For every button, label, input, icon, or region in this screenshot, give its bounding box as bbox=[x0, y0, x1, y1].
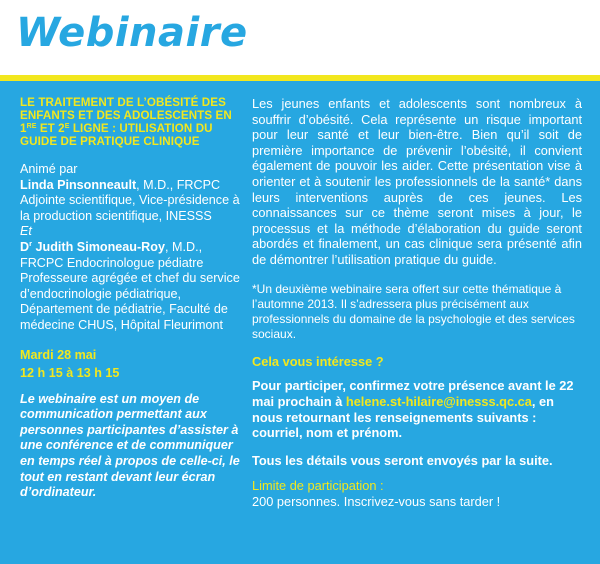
presenter-2-role: FRCPC Endocrinologue pédiatre Professeure agrégée et chef du service d’endocrinologie pédiatrique, Département de pédiatrie, Faculté de médecine CHUS, Hôpital Fleurimont bbox=[20, 255, 240, 332]
left-column bbox=[20, 96, 242, 501]
details-paragraph: Tous les détails vous seront envoyés par la suite. bbox=[252, 452, 553, 468]
participation-paragraph: Pour participer, confirmez votre présence avant le 22 mai prochain à helene.st-hilaire@inesss.qc.ca, en nous retournant les renseignements suivants : courriel, nom et prénom. bbox=[252, 378, 574, 441]
page-title: Webinaire bbox=[16, 10, 248, 56]
presenter-2-credentials: , M.D., bbox=[164, 239, 203, 254]
header-banner bbox=[0, 0, 600, 75]
et-separator: Et bbox=[20, 224, 32, 239]
event-date: Mardi 28 mai bbox=[20, 347, 97, 362]
presenter-1 bbox=[20, 178, 242, 194]
presenters bbox=[20, 162, 242, 334]
presenter-1-credentials: , M.D., FRCPC bbox=[136, 177, 221, 192]
email-link[interactable]: helene.st-hilaire@inesss.qc.ca bbox=[345, 393, 532, 409]
event-time: 12 h 15 à 13 h 15 bbox=[20, 365, 120, 380]
interest-question: Cela vous intéresse ? bbox=[252, 354, 384, 370]
presenter-1-role: Adjointe scientifique, Vice-présidence à la production scientifique, INESSS bbox=[20, 193, 240, 223]
anime-par-label: Animé par bbox=[20, 162, 78, 176]
presenter-2: $D^r$ Judith Simoneau-Roy, M.D., bbox=[20, 238, 203, 254]
yellow-divider bbox=[0, 75, 600, 81]
presenter-1-name: Linda Pinsonneault bbox=[20, 177, 137, 192]
right-column bbox=[252, 96, 582, 510]
limit-value: 200 personnes. Inscrivez-vous sans tarder ! bbox=[252, 494, 501, 510]
intro-paragraph: Les jeunes enfants et adolescents sont nombreux à souffrir d’obésité. Cela représente un risque important pour leur santé et leur bien-être. Bien qu’il soit de première importance de prévenir l’obésité, il convient également de pouvoir les aider. Cette présentation vise à orienter et à soutenir les professionnels de la santé* dans leurs interventions auprès de ces jeunes. Les connaissances sur ce thème seront mises à jour, le processus et la méthode d’élaboration du guide seront abordés et finalement, un cas clinique sera présenté afin de démontrer l’utilisation pratique du guide. bbox=[252, 96, 582, 267]
limit-label: Limite de participation : bbox=[252, 478, 384, 494]
webinar-description: Le webinaire est un moyen de communication permettant aux personnes participantes d’assister à une conférence et de communiquer en temps réel à propos de celle-ci, le tout en restant devant leur écran d’ordinateur. bbox=[20, 391, 240, 500]
talk-title: LE TRAITEMENT DE L’OBÉSITÉ DES ENFANTS ET DES ADOLESCENTS EN 1RE ET $2^E$ LIGNE : UTILISATION DU GUIDE DE PRATIQUE CLINIQUE bbox=[20, 96, 232, 148]
footnote-paragraph: *Un deuxième webinaire sera offert sur cette thématique à l’automne 2013. Il s’adressera plus précisément aux professionnels du domaine de la psychologie et des services sociaux. bbox=[252, 281, 575, 342]
event-date-time bbox=[20, 346, 242, 382]
presenter-2-name: Judith Simoneau-Roy bbox=[32, 239, 165, 254]
